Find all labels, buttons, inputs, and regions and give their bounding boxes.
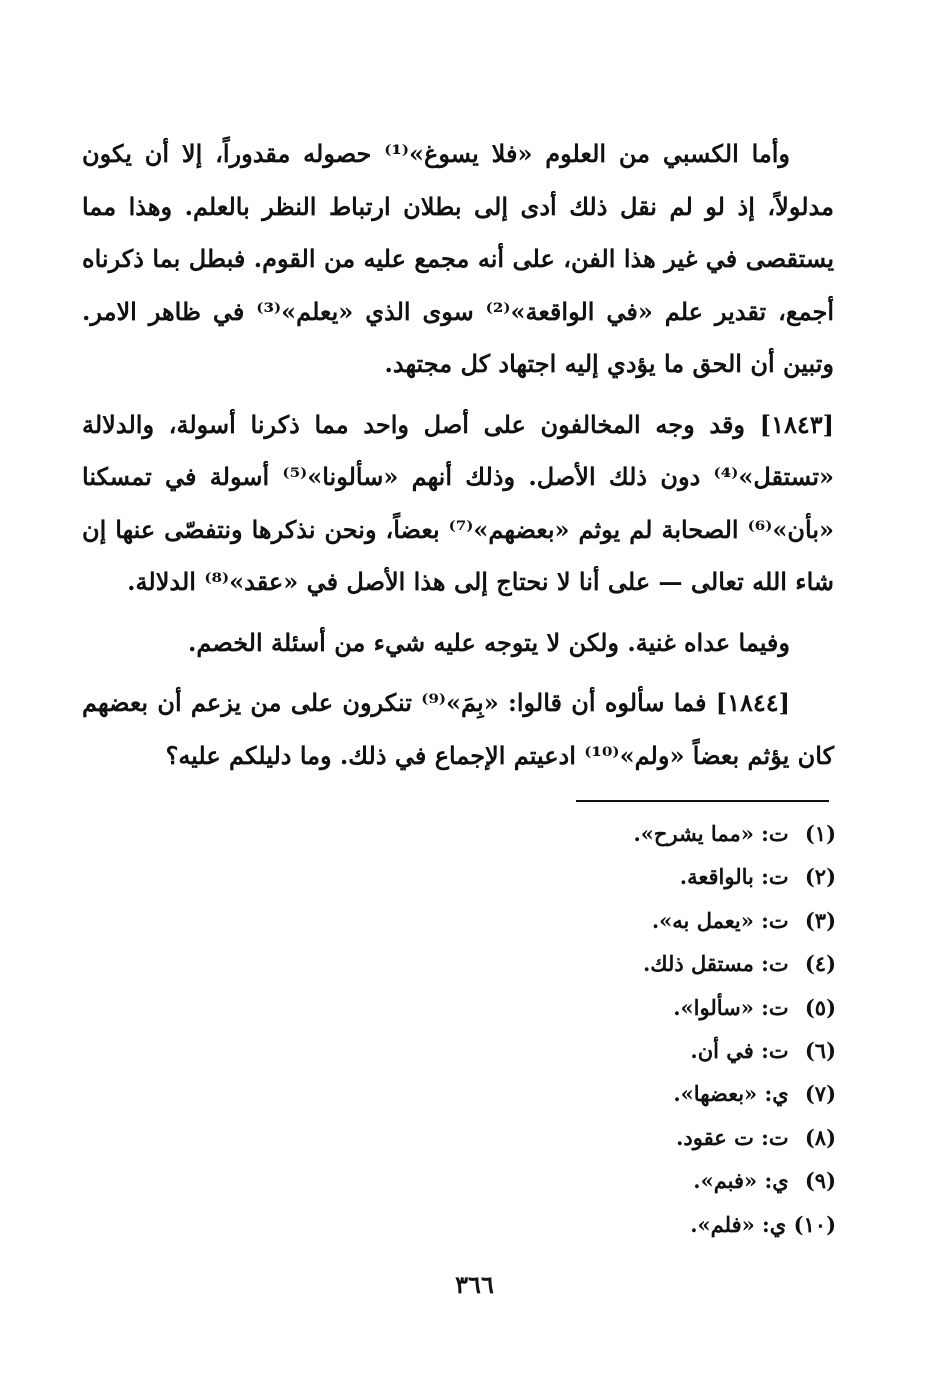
footnote [400, 1203, 836, 1246]
footnote-text: ت: «سألوا». [673, 994, 789, 1020]
paragraph-text: وقد وجه المخالفون على أصل واحد مما ذكرنا أسولة، والدلالة «تستقل»⁽⁴⁾ دون ذلك الأصل. وذلك أنهم «سألونا»⁽⁵⁾ أسولة في تمسكنا «بأن»⁽⁶⁾ الصحابة لم يوثم «بعضهم»⁽⁷⁾ بعضاً، ونحن نذكرها ونتفصّى عنها إن شاء الله تعالى — على أنا لا نحتاج إلى هذا الأصل في «عقد»⁽⁸⁾ الدلالة. [82, 409, 834, 596]
footnote-text: ت: بالواقعة. [679, 864, 789, 890]
paragraph-text: فما سألوه أن قالوا: «بِمَ»⁽⁹⁾ تنكرون على من يزعم أن بعضهم كان يؤثم بعضاً «ولم»⁽¹⁰⁾ ادعيتم الإجماع في ذلك. وما دليلكم عليه؟ [82, 688, 834, 770]
paragraph-text: وأما الكسبي من العلوم «فلا يسوغ»⁽¹⁾ حصوله مقدوراً، إلا أن يكون مدلولاً، إذ لو لم نقل ذلك أدى إلى بطلان ارتباط النظر بالعلم. وهذا مما يستقصى في غير هذا الفن، على أنه مجمع عليه من القوم. فبطل بما ذكرناه أجمع، تقدير علم «في الواقعة»⁽²⁾ سوى الذي «يعلم»⁽³⁾ في ظاهر الامر. وتبين أن الحق ما يؤدي إليه اجتهاد كل مجتهد. [82, 139, 835, 378]
footnote-text: ي: «فبم». [693, 1168, 789, 1194]
footnote-divider [576, 800, 829, 802]
footnote-text: ي: «بعضها». [673, 1081, 789, 1107]
paragraph-3 [82, 617, 834, 670]
footnote [400, 899, 836, 942]
footnote [400, 1072, 836, 1115]
footnote-number: (٦) [804, 1037, 836, 1063]
footnote [400, 1159, 836, 1202]
footnote-number: (٧) [804, 1081, 836, 1107]
paragraph-number: [١٨٤٣] [759, 409, 835, 439]
paragraph-number: [١٨٤٤] [715, 688, 791, 717]
main-text [82, 128, 834, 782]
paragraph-1843 [82, 399, 834, 609]
footnote [400, 812, 836, 855]
footnote-number: (١) [804, 821, 836, 846]
footnote-number: (٥) [804, 994, 836, 1020]
footnote [400, 1116, 836, 1159]
footnote-number: (٤) [804, 951, 836, 977]
footnote-text: ت: «يعمل به». [651, 907, 789, 933]
footnote-text: ت: مستقل ذلك. [642, 951, 789, 977]
page-number: ٣٦٦ [455, 1270, 494, 1299]
footnote-text: ت: في أن. [690, 1037, 789, 1063]
footnote-number: (٩) [804, 1168, 836, 1194]
footnote [400, 986, 836, 1029]
footnote-number: (٢) [804, 864, 836, 890]
paragraph-text: وفيما عداه غنية. ولكن لا يتوجه عليه شيء من أسئلة الخصم. [188, 627, 790, 657]
footnote-number: (١٠) [793, 1211, 836, 1237]
footnote-number: (٨) [804, 1124, 836, 1150]
footnote [400, 1029, 836, 1072]
paragraph-1 [82, 128, 834, 391]
paragraph-1844 [82, 677, 834, 782]
footnote [400, 855, 836, 898]
footnote-text: ي: «فلم». [690, 1211, 787, 1237]
footnote-text: ت: «مما يشرح». [633, 821, 789, 846]
footnote-number: (٣) [804, 907, 836, 933]
footnote [400, 942, 836, 985]
footnotes [400, 812, 836, 1246]
footnote-text: ت: ت عقود. [676, 1124, 789, 1150]
